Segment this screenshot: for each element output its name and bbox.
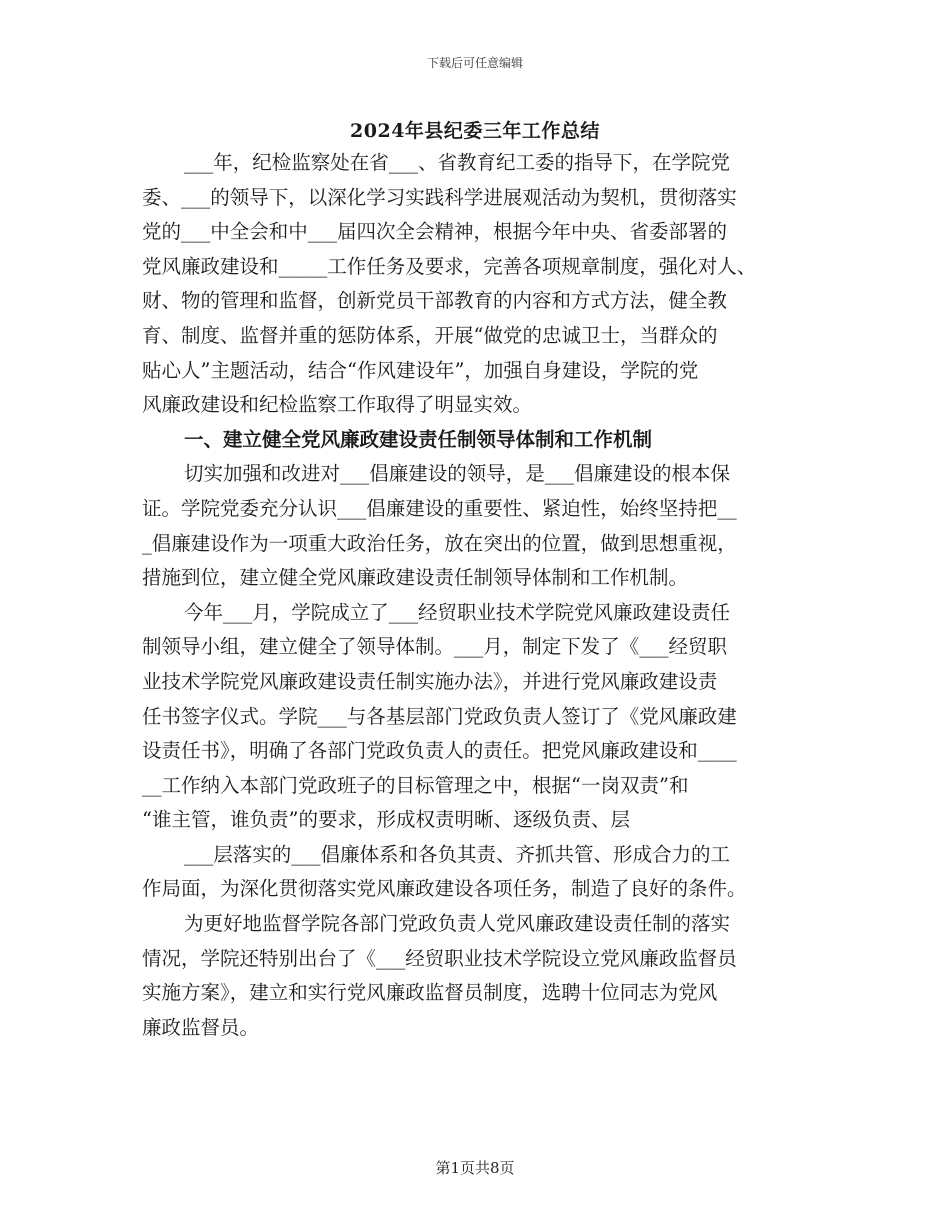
paragraph-line: 实施方案》，建立和实行党风廉政监督员制度，选聘十位同志为党风 [142,981,718,1005]
paragraph-line: 措施到位，建立健全党风廉政建设责任制领导体制和工作机制。 [142,566,689,590]
paragraph-line: 任书签字仪式。学院___与各基层部门党政负责人签订了《党风廉政建 [142,704,737,728]
paragraph-line: 制领导小组，建立健全了领导体制。___月，制定下发了《___经贸职 [142,635,728,659]
paragraph-line: 党风廉政建设和_____工作任务及要求，完善各项规章制度，强化对人、 [142,254,757,278]
paragraph-line: 廉政监督员。 [142,1015,260,1039]
section-heading: 一、建立健全党风廉政建设责任制领导体制和工作机制 [184,427,653,451]
page-number-footer: 第1页共8页 [435,1159,515,1177]
paragraph-line: __工作纳入本部门党政班子的目标管理之中，根据“一岗双责”和 [142,773,689,797]
paragraph-line: 贴心人”主题活动，结合“作风建设年”，加强自身建设，学院的党 [142,358,699,382]
paragraph-line: 财、物的管理和监督，创新党员干部教育的内容和方式方法，健全教 [142,289,728,313]
paragraph-line: 业技术学院党风廉政建设责任制实施办法》，并进行党风廉政建设责 [142,669,718,693]
paragraph-line: 作局面，为深化贯彻落实党风廉政建设各项任务，制造了良好的条件。 [142,877,747,901]
paragraph-line: ___层落实的___倡廉体系和各负其责、齐抓共管、形成合力的工 [184,842,731,866]
paragraph-line: 设责任书》，明确了各部门党政负责人的责任。把党风廉政建设和____ [142,739,737,763]
paragraph-line: 切实加强和改进对___倡廉建设的领导，是___倡廉建设的根本保 [184,462,731,486]
paragraph-line: 党的___中全会和中___届四次全会精神，根据今年中央、省委部署的 [142,220,728,244]
paragraph-line: ___年，纪检监察处在省___、省教育纪工委的指导下，在学院党 [184,151,731,174]
paragraph-line: 情况，学院还特别出台了《___经贸职业技术学院设立党风廉政监督员 [142,946,737,970]
paragraph-line: 证。学院党委充分认识___倡廉建设的重要性、紧迫性，始终坚持把__ [142,496,737,520]
document-body [142,146,822,1045]
paragraph-line: “谁主管，谁负责”的要求，形成权责明晰、逐级负责、层 [142,808,630,832]
paragraph-line: 今年___月，学院成立了___经贸职业技术学院党风廉政建设责任 [184,600,731,624]
paragraph-line: _倡廉建设作为一项重大政治任务，放在突出的位置，做到思想重视， [142,531,737,555]
header-note: 下载后可任意编辑 [426,56,523,70]
paragraph-line: 为更好地监督学院各部门党政负责人党风廉政建设责任制的落实 [184,912,731,936]
document-title: 2024年县纪委三年工作总结 [350,120,600,142]
paragraph-line: 育、制度、监督并重的惩防体系，开展“做党的忠诚卫士，当群众的 [142,323,718,347]
paragraph-line: 风廉政建设和纪检监察工作取得了明显实效。 [142,393,533,417]
paragraph-line: 委、___的领导下，以深化学习实践科学进展观活动为契机，贯彻落实 [142,185,737,209]
